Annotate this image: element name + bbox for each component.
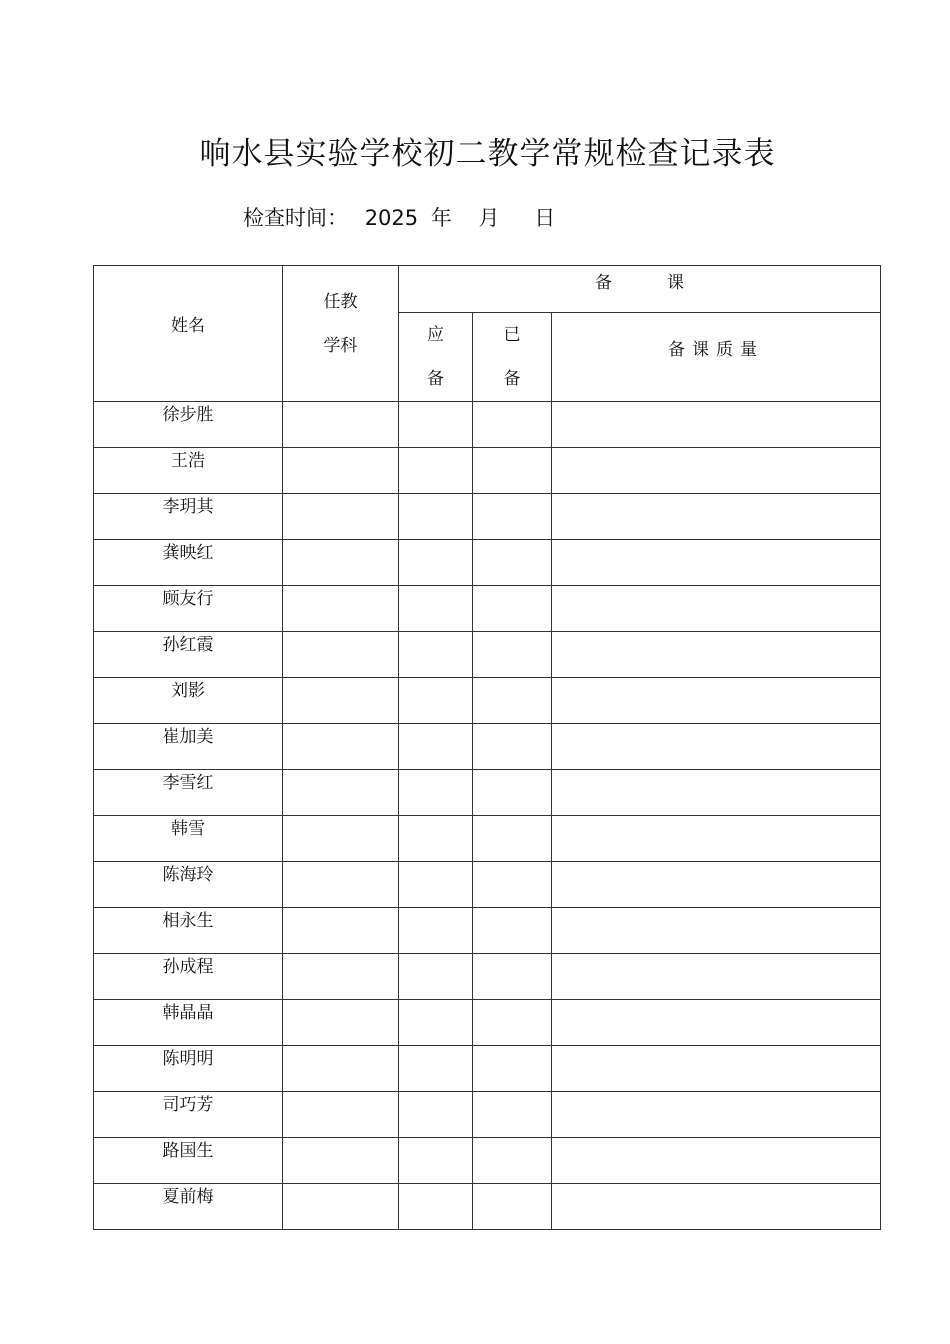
already-prepared-cell[interactable]	[473, 862, 552, 908]
date-year-unit: 年	[430, 206, 452, 230]
prep-quality-cell[interactable]	[552, 1138, 881, 1184]
teacher-name: 徐步胜	[94, 402, 283, 448]
subject-cell[interactable]	[283, 678, 399, 724]
already-prepared-cell[interactable]	[473, 586, 552, 632]
already-prepared-cell[interactable]	[473, 494, 552, 540]
teacher-name: 司巧芳	[94, 1092, 283, 1138]
already-prepared-cell[interactable]	[473, 678, 552, 724]
subject-cell[interactable]	[283, 1092, 399, 1138]
table-row	[94, 908, 881, 954]
teacher-name: 路国生	[94, 1138, 283, 1184]
inspection-record-table	[93, 265, 881, 1230]
should-prepare-cell[interactable]	[399, 678, 473, 724]
table-row	[94, 724, 881, 770]
subject-cell[interactable]	[283, 816, 399, 862]
already-prepared-cell[interactable]	[473, 1046, 552, 1092]
already-prepared-cell[interactable]	[473, 1138, 552, 1184]
prep-quality-cell[interactable]	[552, 540, 881, 586]
already-prepared-cell[interactable]	[473, 1092, 552, 1138]
header-name: 姓名	[94, 266, 283, 402]
subject-cell[interactable]	[283, 862, 399, 908]
table-row	[94, 448, 881, 494]
teacher-name: 相永生	[94, 908, 283, 954]
subject-cell[interactable]	[283, 586, 399, 632]
already-prepared-cell[interactable]	[473, 816, 552, 862]
subject-cell[interactable]	[283, 1184, 399, 1230]
header-should-prepare: 应 备	[399, 313, 473, 402]
table-row	[94, 402, 881, 448]
already-prepared-cell[interactable]	[473, 770, 552, 816]
table-row	[94, 540, 881, 586]
header-prep-quality: 备课质量	[552, 313, 881, 402]
teacher-name: 李玥其	[94, 494, 283, 540]
should-prepare-cell[interactable]	[399, 586, 473, 632]
subject-cell[interactable]	[283, 494, 399, 540]
already-prepared-cell[interactable]	[473, 1184, 552, 1230]
page-title: 响水县实验学校初二教学常规检查记录表	[199, 136, 776, 172]
header-subject: 任教 学科	[283, 266, 399, 402]
should-prepare-cell[interactable]	[399, 1046, 473, 1092]
subject-cell[interactable]	[283, 632, 399, 678]
teacher-name: 龚映红	[94, 540, 283, 586]
should-prepare-cell[interactable]	[399, 908, 473, 954]
should-prepare-cell[interactable]	[399, 1138, 473, 1184]
prep-quality-cell[interactable]	[552, 1000, 881, 1046]
teacher-name: 王浩	[94, 448, 283, 494]
teacher-name: 韩雪	[94, 816, 283, 862]
prep-quality-cell[interactable]	[552, 1092, 881, 1138]
should-prepare-cell[interactable]	[399, 494, 473, 540]
table-row	[94, 1092, 881, 1138]
subject-cell[interactable]	[283, 1138, 399, 1184]
date-day-unit: 日	[534, 206, 556, 230]
subject-cell[interactable]	[283, 402, 399, 448]
teacher-name: 夏前梅	[94, 1184, 283, 1230]
prep-quality-cell[interactable]	[552, 632, 881, 678]
should-prepare-cell[interactable]	[399, 1184, 473, 1230]
date-month-unit: 月	[478, 206, 500, 230]
should-prepare-cell[interactable]	[399, 402, 473, 448]
prep-quality-cell[interactable]	[552, 862, 881, 908]
table-row	[94, 1046, 881, 1092]
should-prepare-cell[interactable]	[399, 724, 473, 770]
subject-cell[interactable]	[283, 448, 399, 494]
prep-quality-cell[interactable]	[552, 402, 881, 448]
inspection-date	[243, 202, 555, 232]
should-prepare-cell[interactable]	[399, 448, 473, 494]
should-prepare-cell[interactable]	[399, 1000, 473, 1046]
table-row	[94, 862, 881, 908]
should-prepare-cell[interactable]	[399, 540, 473, 586]
teacher-name: 刘影	[94, 678, 283, 724]
teacher-name: 孙成程	[94, 954, 283, 1000]
already-prepared-cell[interactable]	[473, 954, 552, 1000]
prep-quality-cell[interactable]	[552, 586, 881, 632]
table-row	[94, 816, 881, 862]
table-row	[94, 586, 881, 632]
table-row	[94, 1138, 881, 1184]
should-prepare-cell[interactable]	[399, 816, 473, 862]
teacher-name: 李雪红	[94, 770, 283, 816]
prep-quality-cell[interactable]	[552, 816, 881, 862]
header-already-prepared: 已 备	[473, 313, 552, 402]
should-prepare-cell[interactable]	[399, 954, 473, 1000]
subject-cell[interactable]	[283, 724, 399, 770]
already-prepared-cell[interactable]	[473, 908, 552, 954]
should-prepare-cell[interactable]	[399, 862, 473, 908]
subject-cell[interactable]	[283, 1046, 399, 1092]
header-lesson-prep: 备课	[399, 266, 881, 313]
table-row	[94, 1000, 881, 1046]
already-prepared-cell[interactable]	[473, 724, 552, 770]
date-label: 检查时间：	[243, 206, 348, 230]
should-prepare-cell[interactable]	[399, 1092, 473, 1138]
teacher-name: 顾友行	[94, 586, 283, 632]
prep-quality-cell[interactable]	[552, 770, 881, 816]
prep-quality-cell[interactable]	[552, 494, 881, 540]
subject-cell[interactable]	[283, 954, 399, 1000]
already-prepared-cell[interactable]	[473, 540, 552, 586]
teacher-name: 孙红霞	[94, 632, 283, 678]
already-prepared-cell[interactable]	[473, 632, 552, 678]
table-row	[94, 1184, 881, 1230]
already-prepared-cell[interactable]	[473, 402, 552, 448]
prep-quality-cell[interactable]	[552, 1046, 881, 1092]
teacher-name: 陈明明	[94, 1046, 283, 1092]
table-row	[94, 494, 881, 540]
already-prepared-cell[interactable]	[473, 1000, 552, 1046]
already-prepared-cell[interactable]	[473, 448, 552, 494]
prep-quality-cell[interactable]	[552, 724, 881, 770]
prep-quality-cell[interactable]	[552, 908, 881, 954]
table-row	[94, 678, 881, 724]
should-prepare-cell[interactable]	[399, 632, 473, 678]
date-year: 2025	[364, 206, 419, 230]
should-prepare-cell[interactable]	[399, 770, 473, 816]
subject-cell[interactable]	[283, 1000, 399, 1046]
prep-quality-cell[interactable]	[552, 1184, 881, 1230]
prep-quality-cell[interactable]	[552, 678, 881, 724]
subject-cell[interactable]	[283, 770, 399, 816]
teacher-name: 韩晶晶	[94, 1000, 283, 1046]
teacher-name: 崔加美	[94, 724, 283, 770]
prep-quality-cell[interactable]	[552, 954, 881, 1000]
prep-quality-cell[interactable]	[552, 448, 881, 494]
table-row	[94, 954, 881, 1000]
subject-cell[interactable]	[283, 540, 399, 586]
teacher-name: 陈海玲	[94, 862, 283, 908]
table-row	[94, 632, 881, 678]
subject-cell[interactable]	[283, 908, 399, 954]
table-row	[94, 770, 881, 816]
header-row-top	[94, 266, 881, 313]
